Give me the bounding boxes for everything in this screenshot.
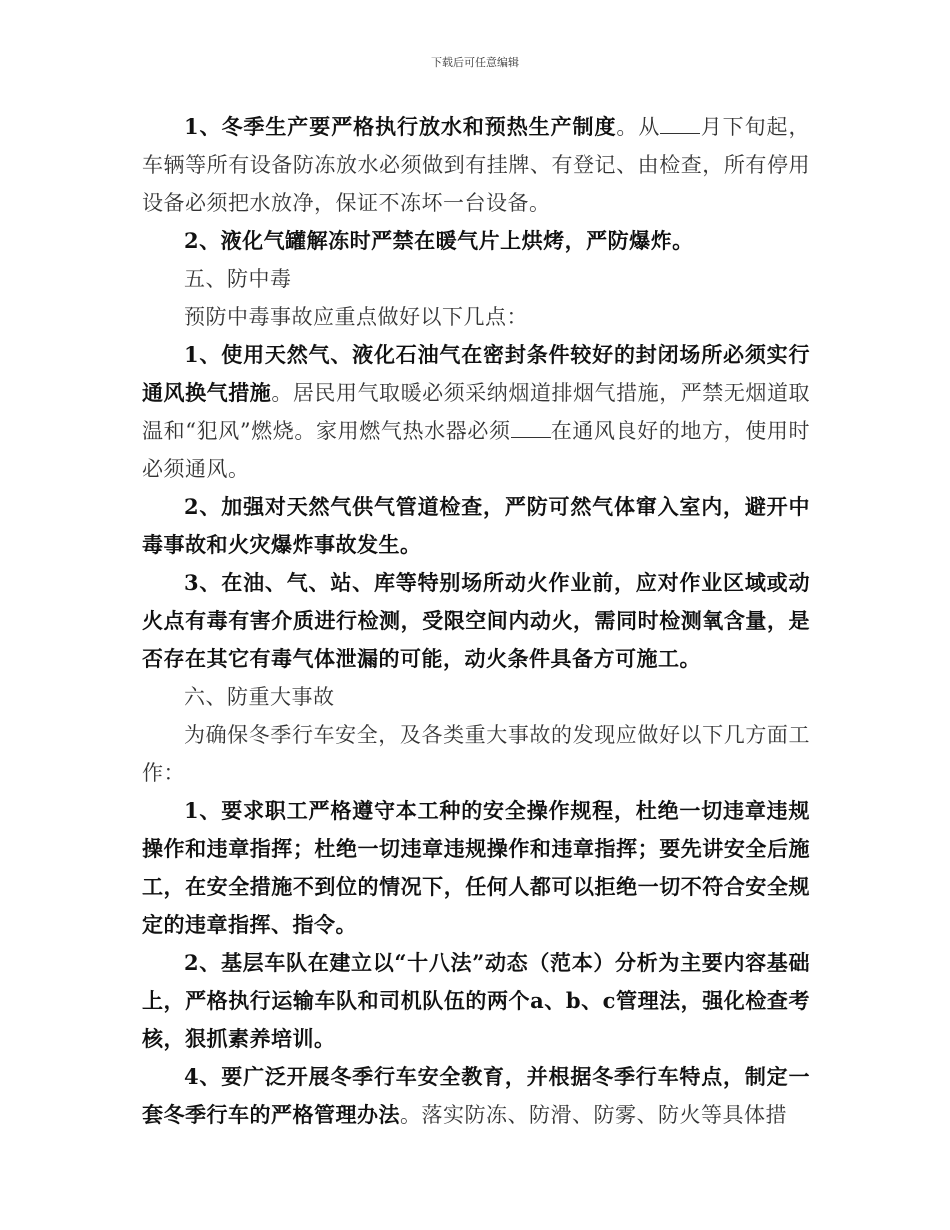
bold-text: 1、使用天然气、液化石油气在密封条件较好的封闭场所必须实行通风换气措施: [142, 342, 810, 405]
section-heading-poison: [142, 260, 810, 298]
normal-text: 月下旬起，车辆等所有设备防冻放水必须做到有挂牌、有登记、由检查，所有停用设备必须把水放净，保证不冻坏一台设备。: [142, 115, 810, 215]
bold-text: 3、在油、气、站、库等特别场所动火作业前，应对作业区域或动火点有毒有害介质进行检测，受限空间内动火，需同时检测氧含量，是否存在其它有毒气体泄漏的可能，动火条件具备方可施工。: [142, 570, 810, 671]
bold-text: 2、加强对天然气供气管道检查，严防可然气体窜入室内，避开中毒事故和火灾爆炸事故发生。: [142, 494, 810, 557]
paragraph-gas-tank: [142, 222, 810, 260]
normal-text: 为确保冬季行车安全，及各类重大事故的发现应做好以下几方面工作：: [142, 723, 810, 785]
paragraph-hot-work: [142, 564, 810, 678]
normal-text: 。从: [616, 115, 661, 139]
paragraph-operation-rules: [142, 792, 810, 944]
paragraph-driving-intro: [142, 716, 810, 792]
paragraph-ventilation: [142, 336, 810, 488]
normal-text: 。落实防冻、防滑、防雾、防火等具体措: [400, 1103, 787, 1127]
heading-text: 五、防中毒: [184, 267, 292, 291]
paragraph-fleet-management: [142, 944, 810, 1058]
normal-text: 。居民用气取暖必须采纳烟道排烟气措施，严禁无烟道取温和“犯风”燃烧。家用燃气热水器必须: [142, 381, 811, 443]
bold-text: 1、冬季生产要严格执行放水和预热生产制度: [184, 114, 617, 139]
fill-blank: [660, 115, 700, 134]
normal-text: 在通风良好的地方，使用时必须通风。: [142, 419, 810, 481]
normal-text: 预防中毒事故应重点做好以下几点：: [184, 305, 528, 329]
document-body: [142, 108, 810, 1134]
heading-text: 六、防重大事故: [184, 685, 335, 709]
paragraph-winter-production: [142, 108, 810, 222]
fill-blank: [511, 419, 551, 438]
paragraph-poison-intro: [142, 298, 810, 336]
paragraph-pipeline-check: [142, 488, 810, 564]
bold-text: 1、要求职工严格遵守本工种的安全操作规程，杜绝一切违章违规操作和违章指挥；杜绝一切违章违规操作和违章指挥；要先讲安全后施工，在安全措施不到位的情况下，任何人都可以拒绝一切不符合安全规定的违章指挥、指令。: [142, 798, 810, 937]
bold-text: 4、要广泛开展冬季行车安全教育，并根据冬季行车特点，制定一套冬季行车的严格管理办法: [142, 1064, 810, 1127]
section-heading-major-accident: [142, 678, 810, 716]
page-header: 下载后可任意编辑: [431, 56, 519, 69]
paragraph-safety-education: [142, 1058, 810, 1134]
bold-text: 2、液化气罐解冻时严禁在暖气片上烘烤，严防爆炸。: [184, 228, 694, 253]
bold-text: 2、基层车队在建立以“十八法”动态（范本）分析为主要内容基础上，严格执行运输车队和司机队伍的两个a、b、c管理法，强化检查考核，狠抓素养培训。: [142, 950, 810, 1051]
